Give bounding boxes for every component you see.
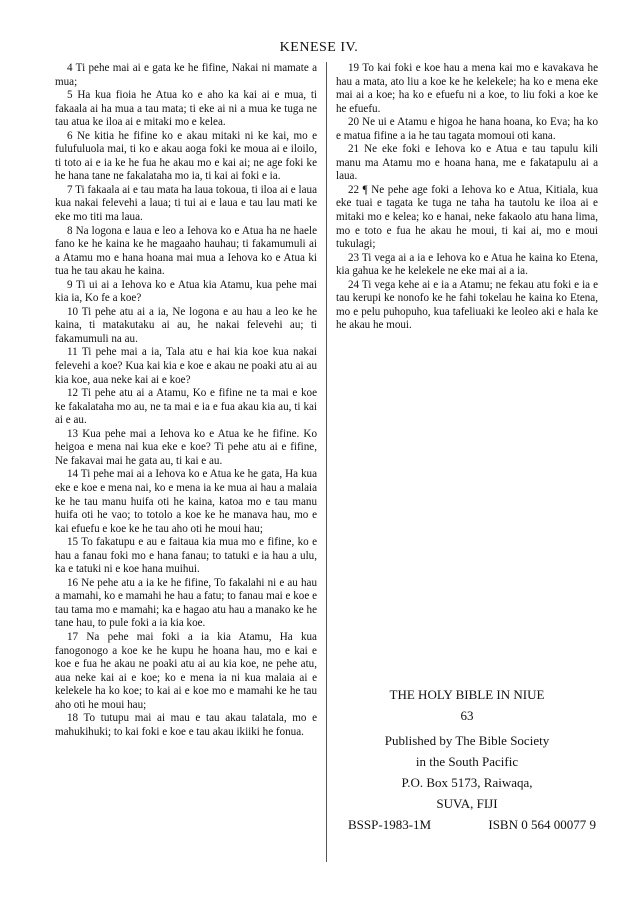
publisher-info (336, 684, 598, 835)
page-title: KENESE IV. (279, 40, 359, 55)
verse: 15 To fakatupu e au e faitaua kia mua mo e fifine, ko e hau a fanau foki mo e hana fanau; to tatuki e ia hau a ulu, ka e tatuki ni e koe hana muihui. (55, 536, 317, 576)
verse: 14 Ti pehe mai ai a Iehova ko e Atua ke he gata, Ha kua eke e koe e mena nai, ko e mena ia ke mua ai hau a malaia ke he tau manu huifa oti he kaina, katoa mo e tau manu huifa oti he vao; to totolo a koe ke he manava hau, mo e kai efuefu e koe ke he tau aho oti he moui hau; (55, 468, 317, 535)
verse: 4 Ti pehe mai ai e gata ke he fifine, Nakai ni mamate a mua; (55, 62, 317, 88)
print-code: BSSP-1983-1M (348, 817, 432, 832)
verse: 13 Kua pehe mai a Iehova ko e Atua ke he fifine. Ko heigoa e mena nai kua eke e koe? Ti pehe atu ai e fifine, Ne fakavai mai he gata au, ti kai e au. (55, 427, 317, 467)
column-divider (326, 62, 327, 862)
isbn: ISBN 0 564 00077 9 (488, 817, 596, 832)
verse: 8 Na logona e laua e leo a Iehova ko e Atua ha ne haele fano ke he kaina ke he magaaho hauhau; ti fakamumuli ai a Atamu mo e hana hoana mai mua a Iehova ko e Atua ki tua he tau akau he kaina. (55, 224, 317, 278)
publication-codes (336, 814, 598, 835)
verse: 18 To tutupu mai ai mau e tau akau talatala, mo e mahukihuki; to kai foki e koe e tau akau ikiiki he fonua. (55, 712, 317, 738)
verse: 19 To kai foki e koe hau a mena kai mo e kavakava he hau a mata, ato liu a koe ke he kelekele; ha ko e mena eke mai ai a koe; ha ko e efuefu ni a koe, to liu foki a koe ke he efuefu. (336, 62, 598, 115)
verse: 10 Ti pehe atu ai a ia, Ne logona e au hau a leo ke he kaina, ti matakutaku ai au, he nakai felevehi au; ti fakamumuli na au. (55, 305, 317, 345)
verse: 12 Ti pehe atu ai a Atamu, Ko e fifine ne ta mai e koe ke fakalataha mo au, ne ta mai e ia e fua akau kia au, ti kai ai e au. (55, 387, 317, 427)
publisher-address: P.O. Box 5173, Raiwaqa, (401, 775, 533, 790)
edition-number: 63 (460, 708, 474, 723)
publisher-city: SUVA, FIJI (436, 796, 498, 811)
verse: 11 Ti pehe mai a ia, Tala atu e hai kia koe kua nakai felevehi a koe? Kua kai kia e koe e akau ne poaki atu ai au kia koe, aua neke kai ai e koe? (55, 346, 317, 386)
verse: 21 Ne eke foki e Iehova ko e Atua e tau tapulu kili manu ma Atamu mo e hoana hana, me e fakatapulu ai a laua. (336, 143, 598, 183)
verse: 5 Ha kua fioia he Atua ko e aho ka kai ai e mua, ti fakaala ai ha mua a tau mata; ti eke ai ni a mua ke tuga ne tau atua ke iloa ai e mitaki mo e kelea. (55, 89, 317, 129)
left-column (55, 62, 317, 739)
verse: 24 Ti vega kehe ai e ia a Atamu; ne fekau atu foki e ia e tau kerupi ke nonofo ke he fahi tokelau he kaina ko Etena, mo e pelu puhopuho, kua tafeliuaki ke leoleo aki e hala ke he akau he moui. (336, 278, 598, 332)
verse: 16 Ne pehe atu a ia ke he fifine, To fakalahi ni e au hau a mamahi, ko e mamahi he hau a fatu; to fanau mai e koe e tau tama mo e mamahi; ka e hagao atu hau a manako ke he tane hau, to pule foki a ia kia koe. (55, 576, 317, 630)
published-by: Published by The Bible Society (384, 733, 550, 748)
publisher-region: in the South Pacific (415, 754, 519, 769)
verse: 7 Ti fakaala ai e tau mata ha laua tokoua, ti iloa ai e laua kua nakai felevehi a laua; ti tui ai e laua e tau lau mati ke eke mo titi ma laua. (55, 183, 317, 224)
verse: 6 Ne kitia he fifine ko e akau mitaki ni ke kai, mo e fulufuluola mai, ti ko e akau aoga foki ke moua ai e iloilo, ti toto ai e ia ke he fua he akau mo e kai ai; ne age foki ke he hana tane ne fakalataha mo ia, ti kai ai foki e ia. (55, 129, 317, 183)
verse: 23 Ti vega ai a ia e Iehova ko e Atua he kaina ko Etena, kia gahua ke he kelekele ne eke mai ai a ia. (336, 251, 598, 278)
verse: 22 ¶ Ne pehe age foki a Iehova ko e Atua, Kitiala, kua eke tuai e tagata ke tuga ne taha ha tautolu ke iloa ai e mitaki mo e kelea; ko e hanai, neke fakaolo atu hana lima, mo e toto e fua he akau he moui, ti kai ai, mo e moui tukulagi; (336, 183, 598, 251)
right-column (336, 62, 598, 333)
verse: 9 Ti ui ai a Iehova ko e Atua kia Atamu, kua pehe mai kia ia, Ko fe a koe? (55, 278, 317, 305)
bible-title: THE HOLY BIBLE IN NIUE (389, 687, 545, 702)
verse: 17 Na pehe mai foki a ia kia Atamu, Ha kua fanogonogo a koe ke he kupu he hoana hau, mo e kai e koe e fua he akau ne poaki atu ai au kia koe, ne pehe atu, aua neke kai ai e koe; ko e mena ia ni kua malaia ai e kelekele ha ko koe; to kai ai e koe mo e mamahi ke he tau aho oti he moui hau; (55, 630, 317, 711)
verse: 20 Ne ui e Atamu e higoa he hana hoana, ko Eva; ha ko e matua fifine a ia he tau tagata momoui oti kana. (336, 116, 598, 142)
